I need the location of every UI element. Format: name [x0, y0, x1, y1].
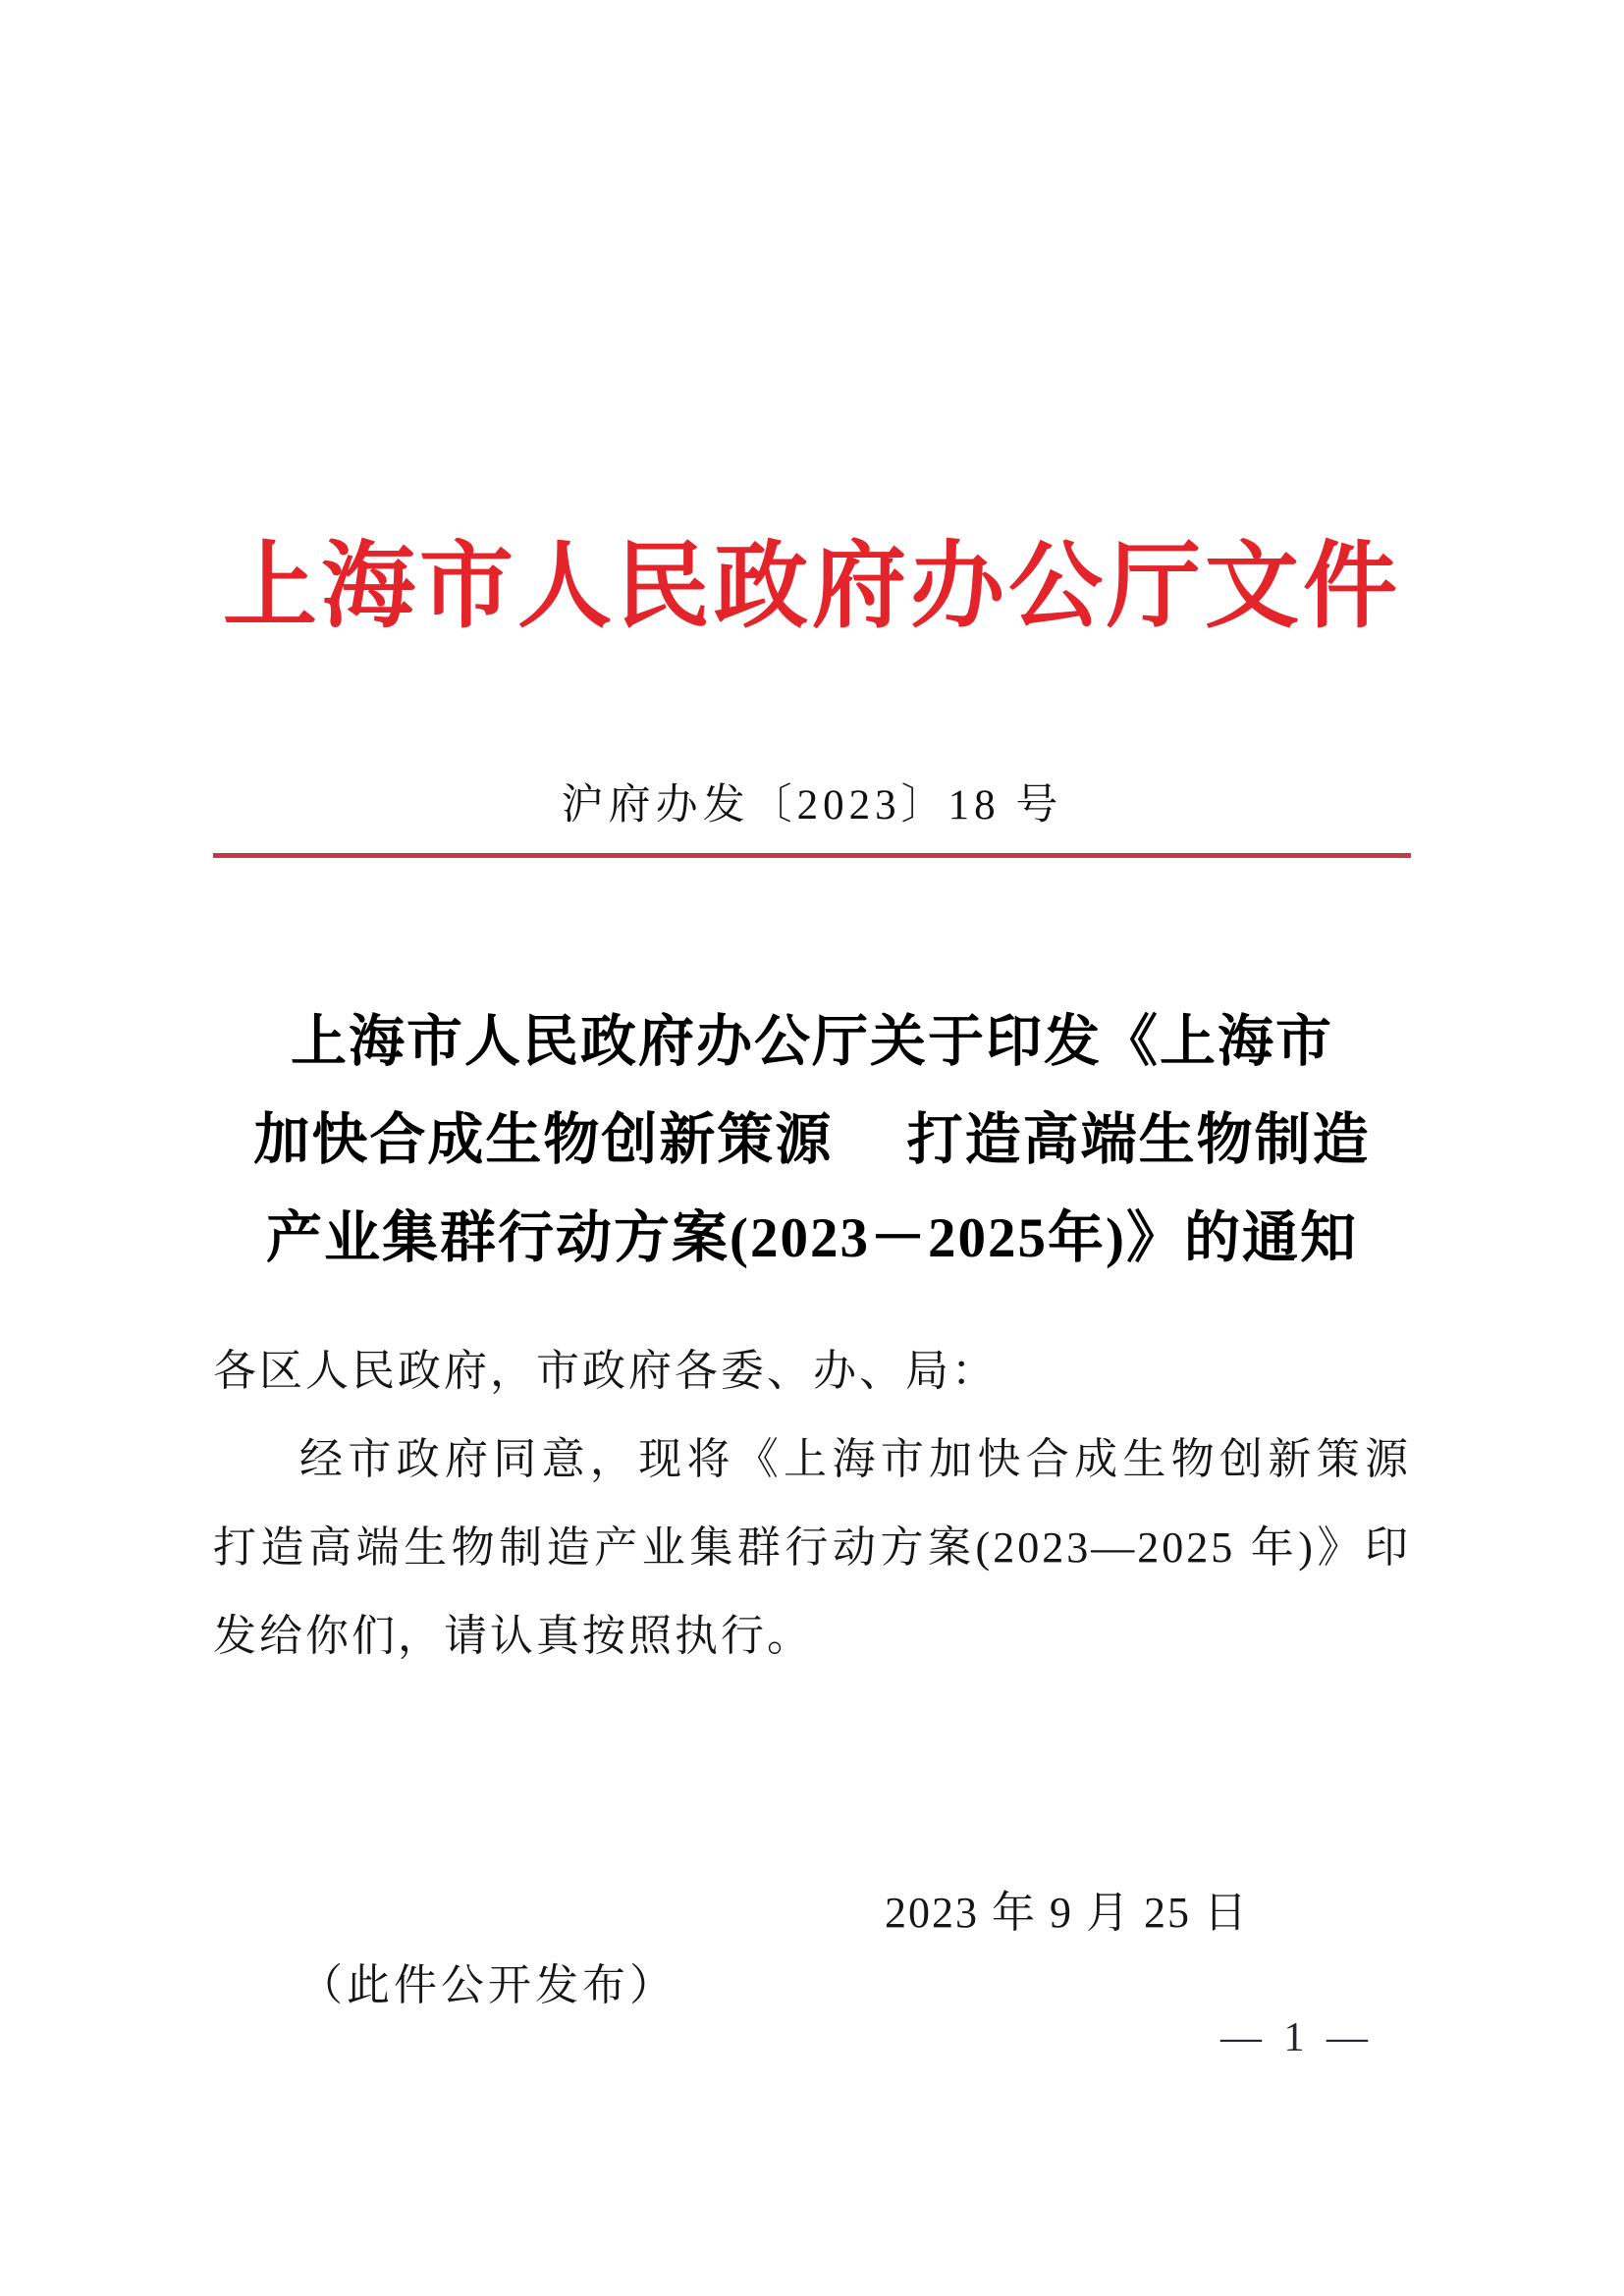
notice-title [213, 993, 1411, 1288]
notice-title-line-2: 加快合成生物创新策源 打造高端生物制造 [253, 1109, 1371, 1172]
document-number: 沪府办发〔2023〕18 号 [561, 782, 1063, 829]
notice-title-line-1: 上海市人民政府办公厅关于印发《上海市 [291, 1011, 1333, 1074]
document-content [213, 533, 1457, 2061]
salutation: 各区人民政府，市政府各委、办、局： [213, 1347, 998, 1396]
publish-note: （此件公开发布） [299, 1961, 677, 2010]
notice-title-line-3: 产业集群行动方案(2023－2025年)》的通知 [266, 1207, 1358, 1270]
issue-date: 2023 年 9 月 25 日 [885, 1889, 1249, 1938]
masthead-title: 上海市人民政府办公厅文件 [223, 534, 1401, 639]
red-separator-line [213, 853, 1411, 858]
page-number: — 1 — [1220, 2015, 1374, 2061]
body-paragraph: 经市政府同意，现将《上海市加快合成生物创新策源 打造高端生物制造产业集群行动方案(2023—2025 年)》印发给你们，请认真按照执行。 [213, 1435, 1457, 1661]
